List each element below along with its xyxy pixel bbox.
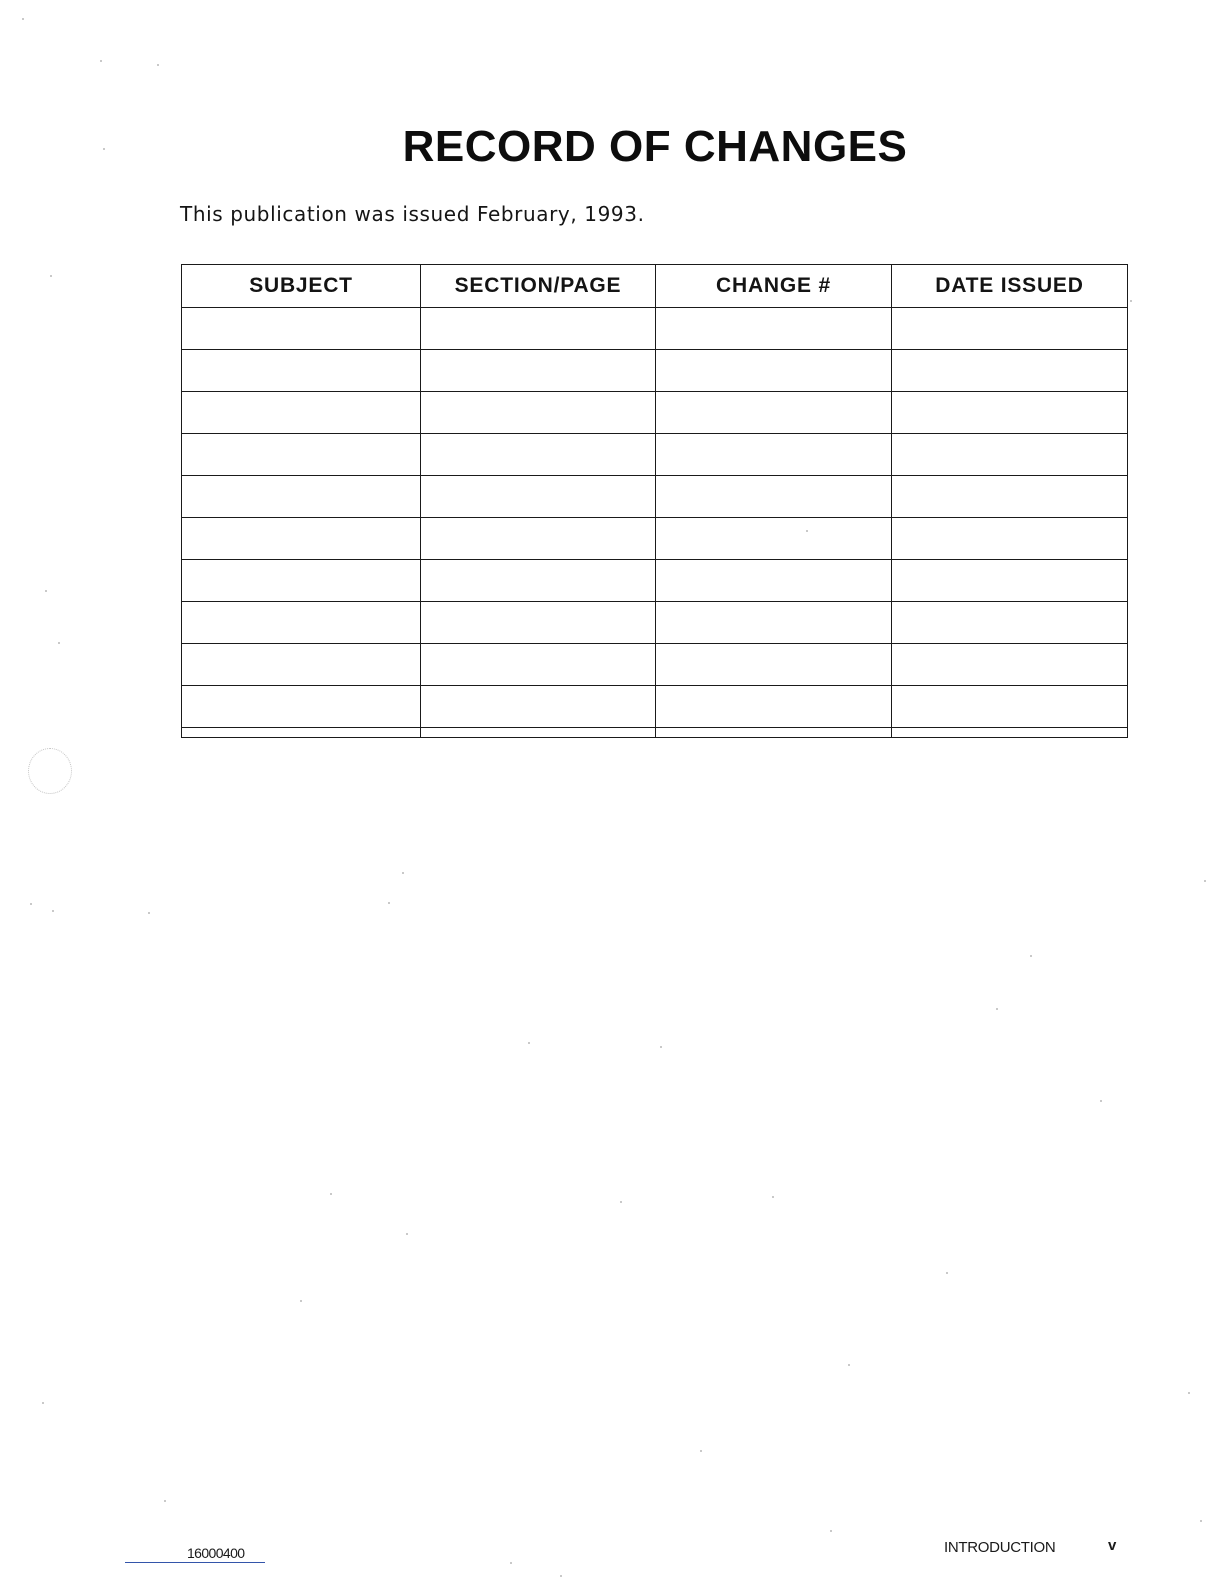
header-date-issued: DATE ISSUED <box>892 265 1128 308</box>
scan-speck <box>660 1046 662 1048</box>
table-cell <box>656 308 892 350</box>
table-cell <box>656 476 892 518</box>
table-body <box>182 308 1128 738</box>
table-cell <box>892 350 1128 392</box>
scan-speck <box>1100 1100 1102 1102</box>
scan-speck <box>772 1196 774 1198</box>
scan-speck <box>700 1450 702 1452</box>
table-cell <box>182 686 421 728</box>
table-cell <box>182 728 421 738</box>
table-cell <box>892 518 1128 560</box>
scan-speck <box>164 1500 166 1502</box>
footer-section-name: INTRODUCTION <box>944 1539 1056 1556</box>
table-row <box>182 518 1128 560</box>
table-cell <box>182 392 421 434</box>
table-cell <box>421 686 656 728</box>
table-cell <box>656 434 892 476</box>
scan-speck <box>848 1364 850 1366</box>
scan-speck <box>806 530 808 532</box>
scan-speck <box>30 903 32 905</box>
table-cell <box>892 644 1128 686</box>
scan-speck <box>402 872 404 874</box>
scan-speck <box>157 64 159 66</box>
table-cell <box>656 560 892 602</box>
table-cell <box>892 728 1128 738</box>
scan-speck <box>996 1008 998 1010</box>
scan-speck <box>830 1530 832 1532</box>
table-cell <box>656 644 892 686</box>
document-number: 16000400 <box>125 1545 265 1563</box>
scan-speck <box>560 1575 562 1577</box>
table-cell <box>182 350 421 392</box>
scan-speck <box>330 1193 332 1195</box>
table-row <box>182 392 1128 434</box>
table-cell <box>182 644 421 686</box>
table-row <box>182 476 1128 518</box>
table-header-row <box>182 265 1128 308</box>
table-row <box>182 350 1128 392</box>
scan-speck <box>1188 1392 1190 1394</box>
scan-speck <box>300 1300 302 1302</box>
table-cell <box>182 602 421 644</box>
header-change-number: CHANGE # <box>656 265 892 308</box>
header-section-page: SECTION/PAGE <box>421 265 656 308</box>
table-cell <box>656 602 892 644</box>
scan-speck <box>406 1233 408 1235</box>
punch-hole-mark <box>28 748 72 794</box>
table-cell <box>421 560 656 602</box>
scan-speck <box>1204 880 1206 882</box>
scan-speck <box>42 1402 44 1404</box>
table-cell <box>421 728 656 738</box>
table-cell <box>656 728 892 738</box>
table-row <box>182 602 1128 644</box>
table-cell <box>421 350 656 392</box>
table-cell <box>656 392 892 434</box>
table-cell <box>421 644 656 686</box>
table-cell <box>421 602 656 644</box>
scan-speck <box>528 1042 530 1044</box>
table-cell <box>892 686 1128 728</box>
scan-speck <box>1030 955 1032 957</box>
table-cell <box>656 518 892 560</box>
table-cell <box>182 518 421 560</box>
table-cell <box>421 518 656 560</box>
table-cell <box>421 434 656 476</box>
scan-speck <box>148 912 150 914</box>
table-cell <box>182 476 421 518</box>
table-cell <box>421 476 656 518</box>
scan-speck <box>103 148 105 150</box>
scan-speck <box>1200 1520 1202 1522</box>
table-cell <box>892 392 1128 434</box>
table-row <box>182 434 1128 476</box>
scan-speck <box>58 642 60 644</box>
table-closing-strip <box>182 728 1128 738</box>
table-cell <box>892 560 1128 602</box>
scan-speck <box>946 1272 948 1274</box>
table-cell <box>892 434 1128 476</box>
table-cell <box>892 308 1128 350</box>
page-title: RECORD OF CHANGES <box>402 122 908 171</box>
scan-speck <box>620 1201 622 1203</box>
issue-statement: This publication was issued February, 1993. <box>180 202 645 226</box>
table-cell <box>656 686 892 728</box>
table-cell <box>656 350 892 392</box>
table-row <box>182 644 1128 686</box>
scan-speck <box>388 902 390 904</box>
scan-speck <box>510 1562 512 1564</box>
table-row <box>182 686 1128 728</box>
record-of-changes-table <box>181 264 1128 738</box>
table-cell <box>892 602 1128 644</box>
table-cell <box>892 476 1128 518</box>
page-number: v <box>1108 1537 1117 1554</box>
table-row <box>182 308 1128 350</box>
table-cell <box>421 392 656 434</box>
scan-speck <box>100 60 102 62</box>
table-cell <box>182 434 421 476</box>
table-row <box>182 560 1128 602</box>
scan-speck <box>50 275 52 277</box>
scan-speck <box>1130 300 1132 302</box>
table-cell <box>182 308 421 350</box>
table-cell <box>421 308 656 350</box>
scan-speck <box>22 18 24 20</box>
scan-speck <box>45 590 47 592</box>
header-subject: SUBJECT <box>182 265 421 308</box>
scan-speck <box>52 910 54 912</box>
table-cell <box>182 560 421 602</box>
